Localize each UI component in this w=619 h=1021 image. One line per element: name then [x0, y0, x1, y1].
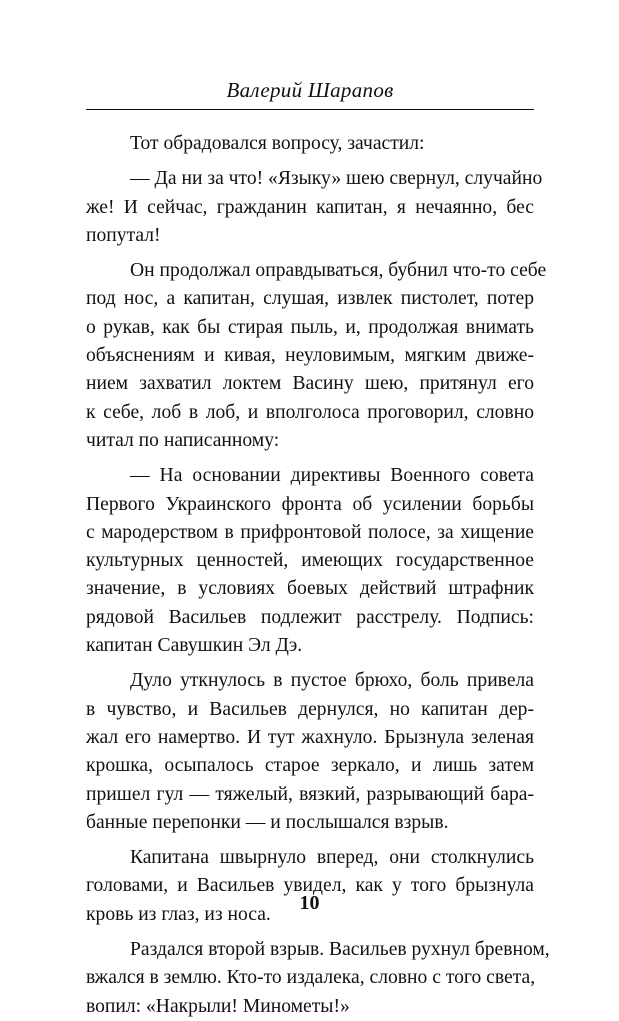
text-line: читал по написанному: [86, 429, 280, 451]
text-line: крошка, осыпалось старое зеркало, и лишь затем [86, 755, 534, 777]
text-line: головами, и Васильев увидел, как у того брызнула [86, 875, 534, 897]
paragraph [86, 667, 534, 837]
page-number: 10 [299, 892, 320, 914]
paragraph [86, 257, 547, 455]
paragraph [86, 165, 543, 250]
text-line: культурных ценностей, имеющих государственное [86, 550, 534, 572]
text-line: — Да ни за что! «Языку» шею свернул, случайно [130, 168, 543, 190]
text-line: капитан Савушкин Эл Дэ. [86, 635, 303, 657]
text-line: — На основании директивы Военного совета [130, 465, 534, 487]
text-line: о рукав, как бы стирая пыль, и, продолжая внимать [86, 316, 534, 338]
text-line: попутал! [86, 224, 161, 246]
text-line: кровь из глаз, из носа. [86, 903, 271, 925]
text-line: пришел гул — тяжелый, вязкий, разрывающий бара- [86, 783, 534, 805]
paragraph [86, 130, 534, 158]
text-line: вопил: «Накрыли! Минометы!» [86, 995, 350, 1017]
text-line: Капитана швырнуло вперед, они столкнулись [130, 847, 534, 869]
text-line: Раздался второй взрыв. Васильев рухнул бревном, [130, 939, 550, 961]
paragraph [86, 936, 550, 1021]
text-line: под нос, а капитан, слушая, извлек пистолет, потер [86, 288, 534, 310]
text-line: рядовой Васильев подлежит расстрелу. Подпись: [86, 606, 534, 628]
text-line: Дуло уткнулось в пустое брюхо, боль привела [130, 670, 534, 692]
text-line: к себе, лоб в лоб, и вполголоса проговорил, словно [86, 401, 534, 423]
paragraph [86, 844, 534, 929]
text-line: Тот обрадовался вопросу, зачастил: [130, 133, 425, 154]
running-header-author: Валерий Шарапов [226, 78, 394, 102]
text-line: Он продолжал оправдываться, бубнил что-то себе [130, 260, 547, 282]
text-line: объяснениям и кивая, неуловимым, мягким движе- [86, 345, 534, 367]
text-line: с мародерством в прифронтовой полосе, за хищение [86, 521, 534, 543]
text-line: значение, в условиях боевых действий штрафник [86, 578, 534, 600]
text-line: жал его намертво. И тут жахнуло. Брызнула зеленая [86, 726, 534, 748]
header-rule [86, 109, 534, 110]
text-line: же! И сейчас, гражданин капитан, я нечаянно, бес [86, 196, 534, 218]
text-line: в чувство, и Васильев дернулся, но капитан дер- [86, 698, 534, 720]
text-line: банные перепонки — и послышался взрыв. [86, 811, 449, 833]
body-text [86, 130, 550, 1021]
text-line: вжался в землю. Кто-то издалека, словно с того света, [86, 967, 536, 989]
paragraph [86, 462, 534, 660]
text-line: Первого Украинского фронта об усилении борьбы [86, 493, 534, 515]
text-line: нием захватил локтем Васину шею, притянул его [86, 373, 534, 395]
